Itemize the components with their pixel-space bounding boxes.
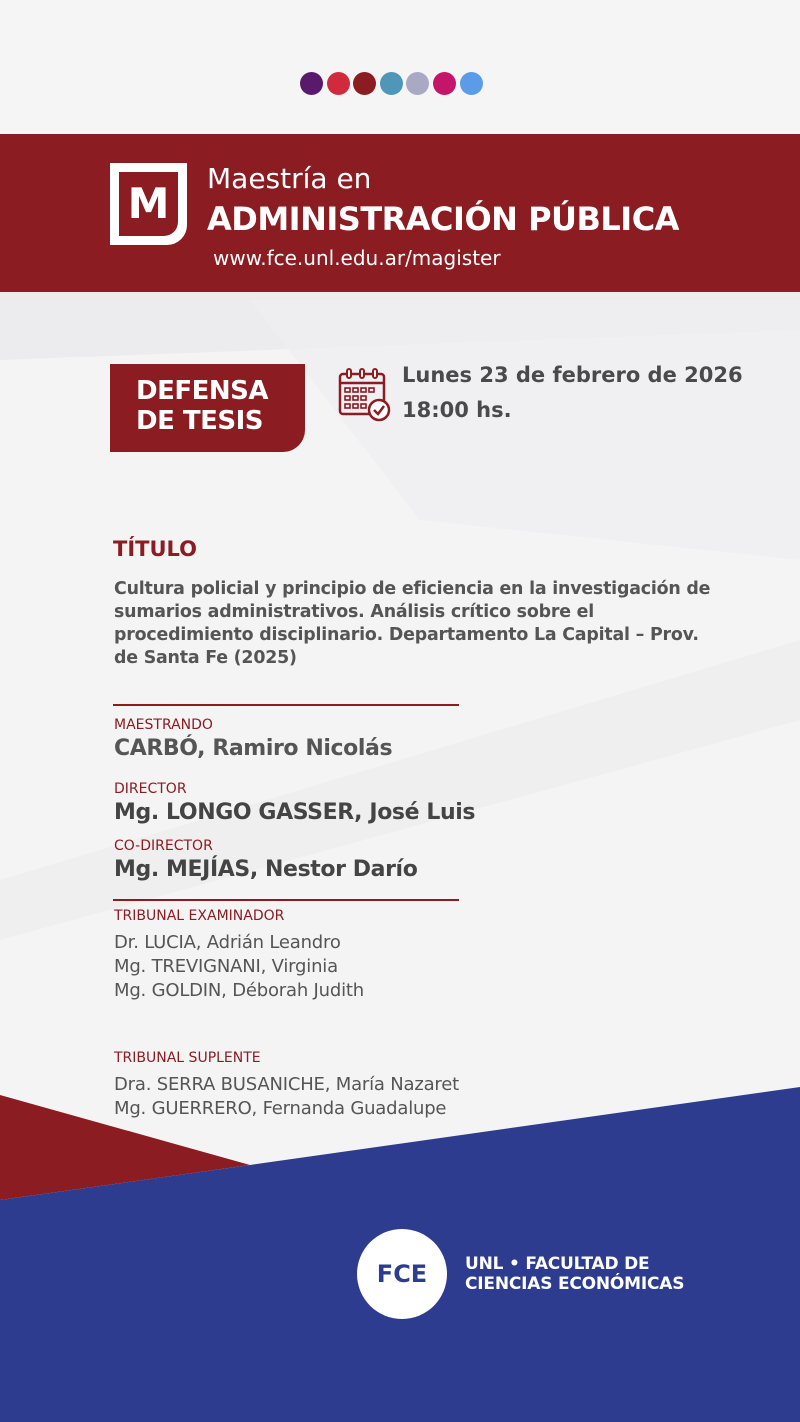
suplente-label: TRIBUNAL SUPLENTE [114, 1050, 261, 1066]
header-line1: Maestría en [207, 162, 372, 195]
header-url[interactable]: www.fce.unl.edu.ar/magister [213, 246, 501, 270]
thesis-line: Cultura policial y principio de eficiencia en la investigación de [114, 579, 711, 599]
student-label: MAESTRANDO [114, 717, 213, 733]
dot-6 [433, 72, 456, 95]
dot-4 [380, 72, 403, 95]
tribunal-member: Dr. LUCIA, Adrián Leandro [114, 932, 341, 953]
event-date: Lunes 23 de febrero de 2026 [402, 363, 743, 387]
tribunal-member: Mg. GOLDIN, Déborah Judith [114, 980, 364, 1001]
student-name: CARBÓ, Ramiro Nicolás [114, 736, 393, 761]
faculty-line2: CIENCIAS ECONÓMICAS [465, 1274, 685, 1294]
codirector-label: CO-DIRECTOR [114, 838, 213, 854]
thesis-line: de Santa Fe (2025) [114, 648, 297, 668]
director-label: DIRECTOR [114, 781, 187, 797]
divider-2 [113, 899, 459, 901]
divider-1 [113, 704, 459, 706]
thesis-title [114, 578, 754, 670]
event-time: 18:00 hs. [402, 398, 512, 422]
codirector-name: Mg. MEJÍAS, Nestor Darío [114, 857, 418, 882]
thesis-line: sumarios administrativos. Análisis crítico sobre el [114, 602, 595, 622]
thesis-line: procedimiento disciplinario. Departamento La Capital – Prov. [114, 625, 699, 645]
fce-logo: FCE [357, 1229, 447, 1319]
tribunal-member: Mg. TREVIGNANI, Virginia [114, 956, 338, 977]
dot-7 [460, 72, 483, 95]
director-name: Mg. LONGO GASSER, José Luis [114, 800, 476, 825]
dot-5 [406, 72, 429, 95]
faculty-line1: UNL • FACULTAD DE [465, 1254, 650, 1274]
dot-1 [300, 72, 323, 95]
defensa-badge [110, 364, 305, 452]
logo-letter: M [119, 172, 178, 236]
badge-line2: DE TESIS [136, 406, 264, 436]
header-title: ADMINISTRACIÓN PÚBLICA [207, 200, 679, 238]
calendar-check-icon [338, 368, 392, 422]
color-dots [300, 72, 486, 95]
thesis-label: TÍTULO [113, 537, 197, 561]
dot-2 [327, 72, 350, 95]
suplente-member: Dra. SERRA BUSANICHE, María Nazaret [114, 1074, 459, 1095]
dot-3 [353, 72, 376, 95]
maestria-logo [110, 163, 187, 245]
suplente-member: Mg. GUERRERO, Fernanda Guadalupe [114, 1098, 447, 1119]
badge-line1: DEFENSA [136, 376, 268, 406]
tribunal-label: TRIBUNAL EXAMINADOR [114, 908, 285, 924]
